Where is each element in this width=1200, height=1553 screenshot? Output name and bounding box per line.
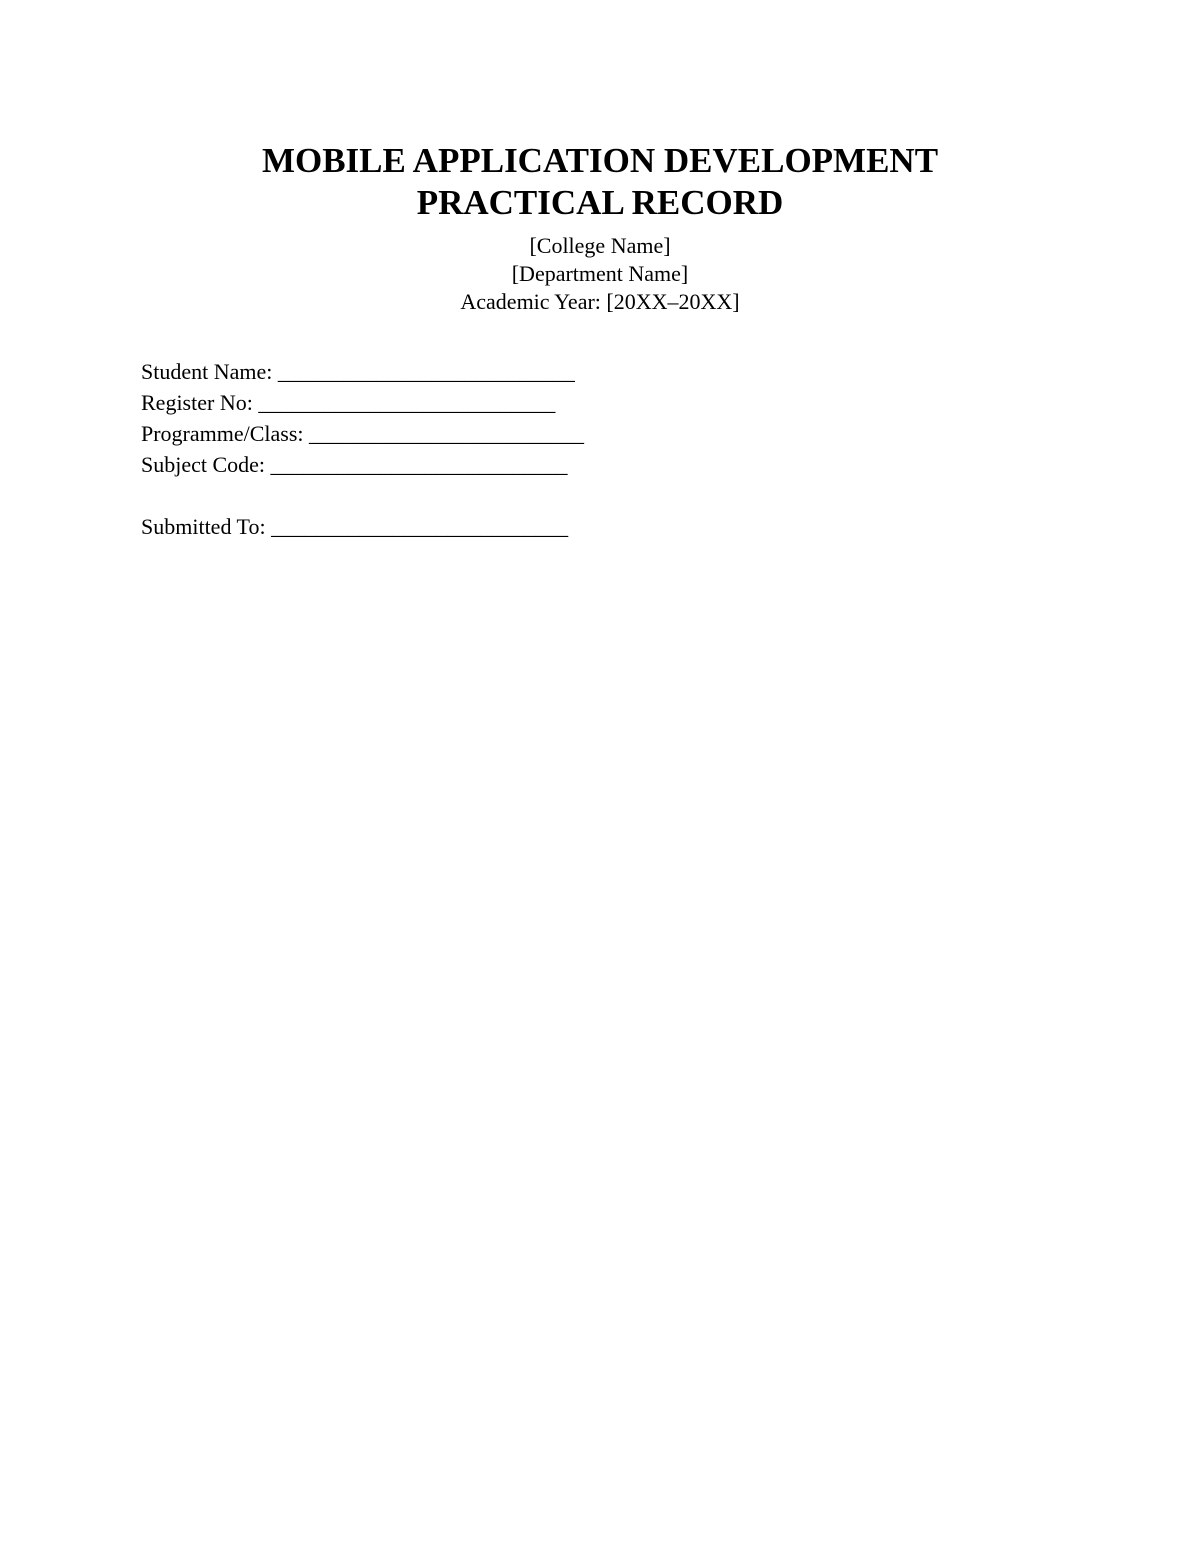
title-line-2: PRACTICAL RECORD: [416, 183, 784, 222]
institution-info: [0, 232, 1200, 316]
field-subject-code: [141, 449, 1041, 480]
field-label: Subject Code:: [141, 452, 266, 477]
title-line-1: MOBILE APPLICATION DEVELOPMENT: [261, 141, 939, 180]
field-programme-class: [141, 418, 1041, 449]
field-blank: _________________________: [309, 421, 585, 446]
field-student-name: [141, 356, 1041, 387]
student-details: [141, 356, 1041, 542]
field-label: Submitted To:: [141, 514, 266, 539]
academic-year: Academic Year: [20XX–20XX]: [460, 289, 740, 314]
field-label: Register No:: [141, 390, 253, 415]
college-name: [College Name]: [529, 233, 671, 258]
field-register-no: [141, 387, 1041, 418]
field-label: Student Name:: [141, 359, 273, 384]
spacer: [141, 480, 1041, 511]
field-blank: ___________________________: [270, 452, 568, 477]
field-blank: ___________________________: [277, 359, 575, 384]
document-title: [0, 140, 1200, 224]
field-submitted-to: [141, 511, 1041, 542]
department-name: [Department Name]: [511, 261, 689, 286]
field-blank: ___________________________: [271, 514, 569, 539]
field-blank: ___________________________: [258, 390, 556, 415]
field-label: Programme/Class:: [141, 421, 304, 446]
